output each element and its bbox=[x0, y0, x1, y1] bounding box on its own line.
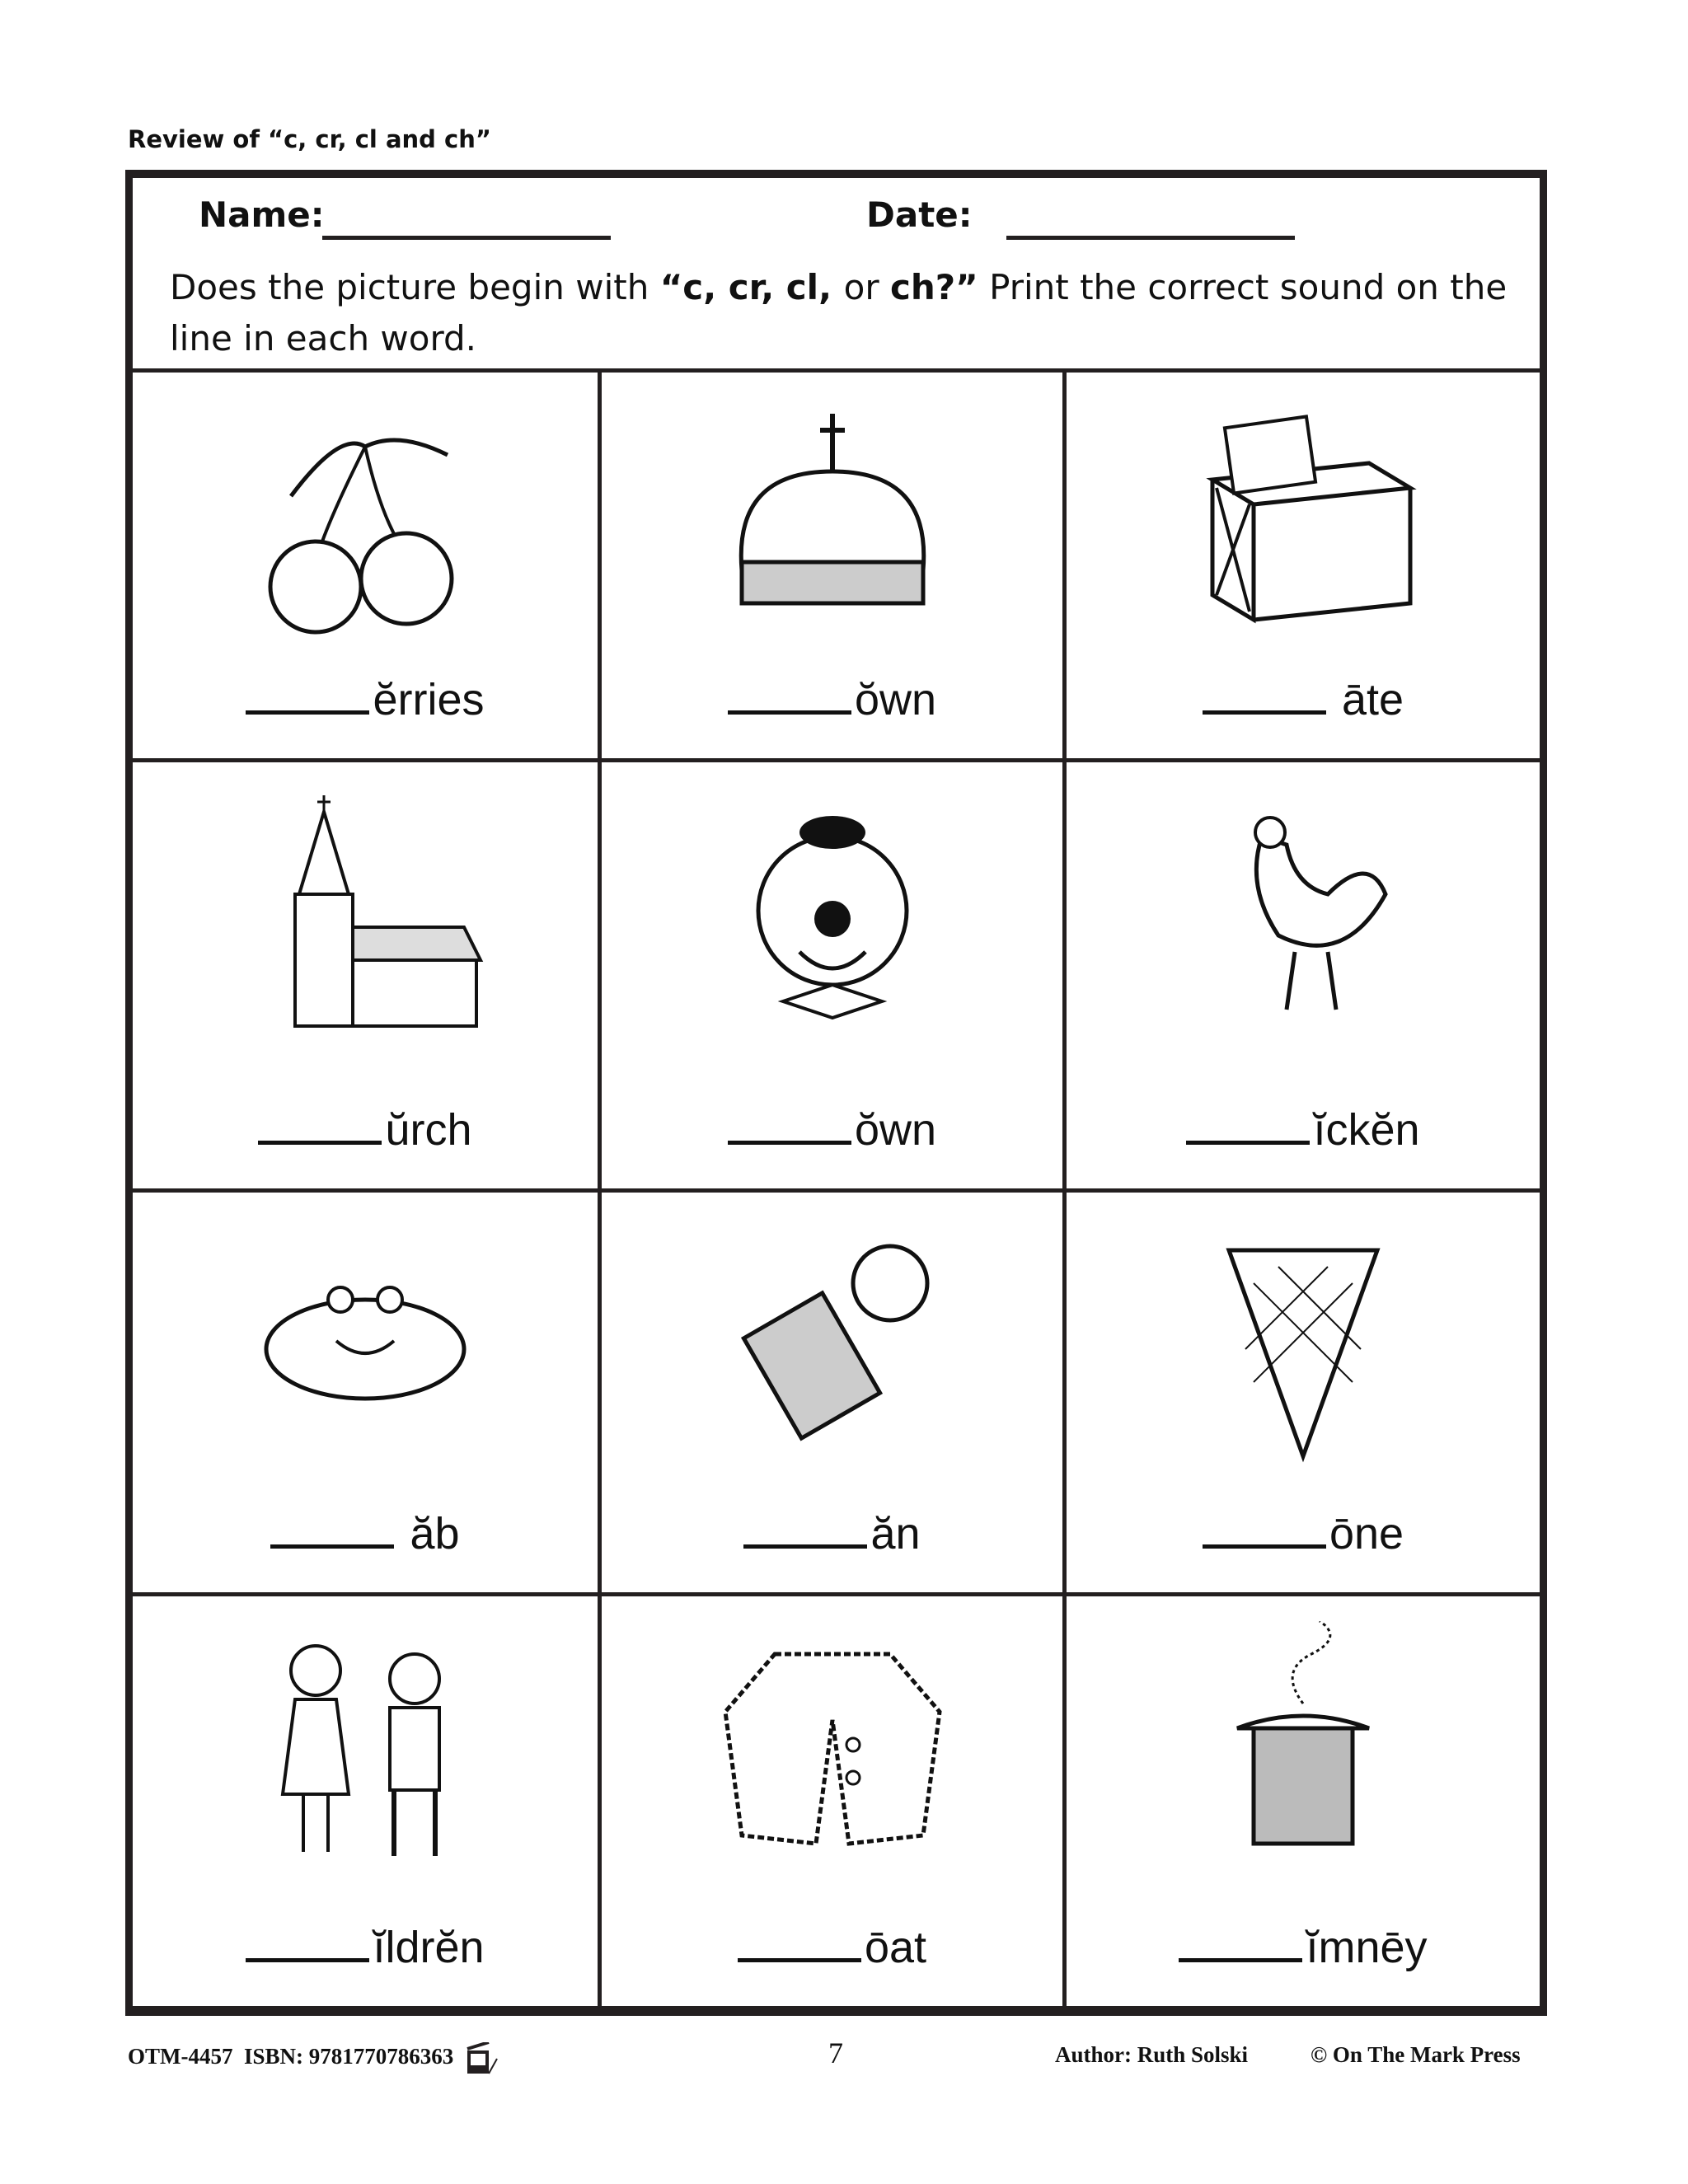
word-ending: ĭmnēy bbox=[1306, 1923, 1428, 1972]
name-line[interactable] bbox=[322, 236, 611, 240]
clown-icon bbox=[709, 787, 956, 1034]
worksheet-header bbox=[133, 178, 1540, 373]
word-ending: ĭldrĕn bbox=[373, 1923, 485, 1972]
word-ending: ōat bbox=[864, 1923, 927, 1972]
crab-icon bbox=[241, 1217, 489, 1465]
instr-sound-ch: ch?” bbox=[889, 267, 978, 307]
word-prompt bbox=[602, 1104, 1062, 1155]
word-prompt bbox=[602, 1508, 1062, 1559]
picture-cell-crab bbox=[133, 1193, 602, 1596]
word-ending: ĕrries bbox=[373, 675, 485, 724]
answer-blank[interactable] bbox=[246, 674, 369, 715]
chimney-icon bbox=[1179, 1621, 1427, 1868]
picture-cell-children bbox=[133, 1596, 602, 2006]
word-ending: ĭckĕn bbox=[1313, 1105, 1420, 1155]
answer-blank[interactable] bbox=[1203, 1508, 1326, 1549]
worksheet-frame bbox=[125, 170, 1547, 2016]
word-ending: ăn bbox=[870, 1509, 921, 1558]
picture-cell-chimney bbox=[1067, 1596, 1540, 2006]
copier-icon bbox=[466, 2042, 499, 2075]
word-ending: ŏwn bbox=[854, 675, 937, 724]
cherries-icon bbox=[241, 397, 489, 644]
can-icon bbox=[709, 1217, 956, 1465]
answer-blank[interactable] bbox=[246, 1922, 369, 1962]
answer-blank[interactable] bbox=[1179, 1922, 1302, 1962]
isbn: ISBN: 9781770786363 bbox=[244, 2044, 454, 2069]
answer-blank[interactable] bbox=[743, 1508, 867, 1549]
answer-blank[interactable] bbox=[728, 1104, 851, 1145]
word-prompt bbox=[133, 674, 598, 725]
picture-cell-cone bbox=[1067, 1193, 1540, 1596]
picture-cell-crate bbox=[1067, 373, 1540, 762]
crown-icon bbox=[709, 397, 956, 644]
word-prompt bbox=[1067, 1508, 1540, 1559]
picture-cell-chicken bbox=[1067, 762, 1540, 1193]
word-prompt bbox=[133, 1104, 598, 1155]
word-ending: ōne bbox=[1329, 1509, 1404, 1558]
picture-cell-crown bbox=[602, 373, 1067, 762]
picture-cell-clown bbox=[602, 762, 1067, 1193]
church-icon bbox=[241, 787, 489, 1034]
word-prompt bbox=[602, 674, 1062, 725]
date-label: Date: bbox=[866, 194, 973, 235]
word-ending: ăb bbox=[397, 1509, 460, 1558]
word-prompt bbox=[1067, 1922, 1540, 1973]
picture-cell-coat bbox=[602, 1596, 1067, 2006]
name-label: Name: bbox=[199, 194, 325, 235]
cone-icon bbox=[1179, 1217, 1427, 1465]
picture-grid bbox=[133, 373, 1540, 2006]
author: Author: Ruth Solski bbox=[1055, 2042, 1249, 2067]
footer-left bbox=[128, 2042, 499, 2075]
coat-icon bbox=[709, 1621, 956, 1868]
page-number: 7 bbox=[828, 2036, 843, 2069]
picture-cell-cherries bbox=[133, 373, 602, 762]
crate-icon bbox=[1179, 397, 1427, 644]
answer-blank[interactable] bbox=[258, 1104, 382, 1145]
word-ending: ŭrch bbox=[385, 1105, 472, 1155]
copyright: © On The Mark Press bbox=[1311, 2042, 1521, 2067]
answer-blank[interactable] bbox=[738, 1922, 861, 1962]
instr-sounds: “c, cr, cl, bbox=[659, 267, 844, 307]
word-prompt bbox=[1067, 1104, 1540, 1155]
word-prompt bbox=[1067, 674, 1540, 725]
instructions bbox=[170, 262, 1522, 364]
instr-text-end: Print the correct sound on the line in each word. bbox=[170, 267, 1507, 359]
answer-blank[interactable] bbox=[728, 674, 851, 715]
instr-text: Does the picture begin with bbox=[170, 267, 660, 307]
date-line[interactable] bbox=[1006, 236, 1295, 240]
word-ending: āte bbox=[1329, 675, 1404, 724]
picture-cell-church bbox=[133, 762, 602, 1193]
instr-or: or bbox=[843, 267, 890, 307]
word-prompt bbox=[133, 1508, 598, 1559]
children-icon bbox=[241, 1621, 489, 1868]
picture-cell-can bbox=[602, 1193, 1067, 1596]
answer-blank[interactable] bbox=[270, 1508, 394, 1549]
word-ending: ŏwn bbox=[854, 1105, 937, 1155]
chicken-icon bbox=[1179, 787, 1427, 1034]
word-prompt bbox=[133, 1922, 598, 1973]
worksheet-subtitle: Review of “c, cr, cl and ch” bbox=[128, 125, 491, 153]
product-code: OTM-4457 bbox=[128, 2044, 233, 2069]
answer-blank[interactable] bbox=[1186, 1104, 1310, 1145]
answer-blank[interactable] bbox=[1203, 674, 1326, 715]
word-prompt bbox=[602, 1922, 1062, 1973]
